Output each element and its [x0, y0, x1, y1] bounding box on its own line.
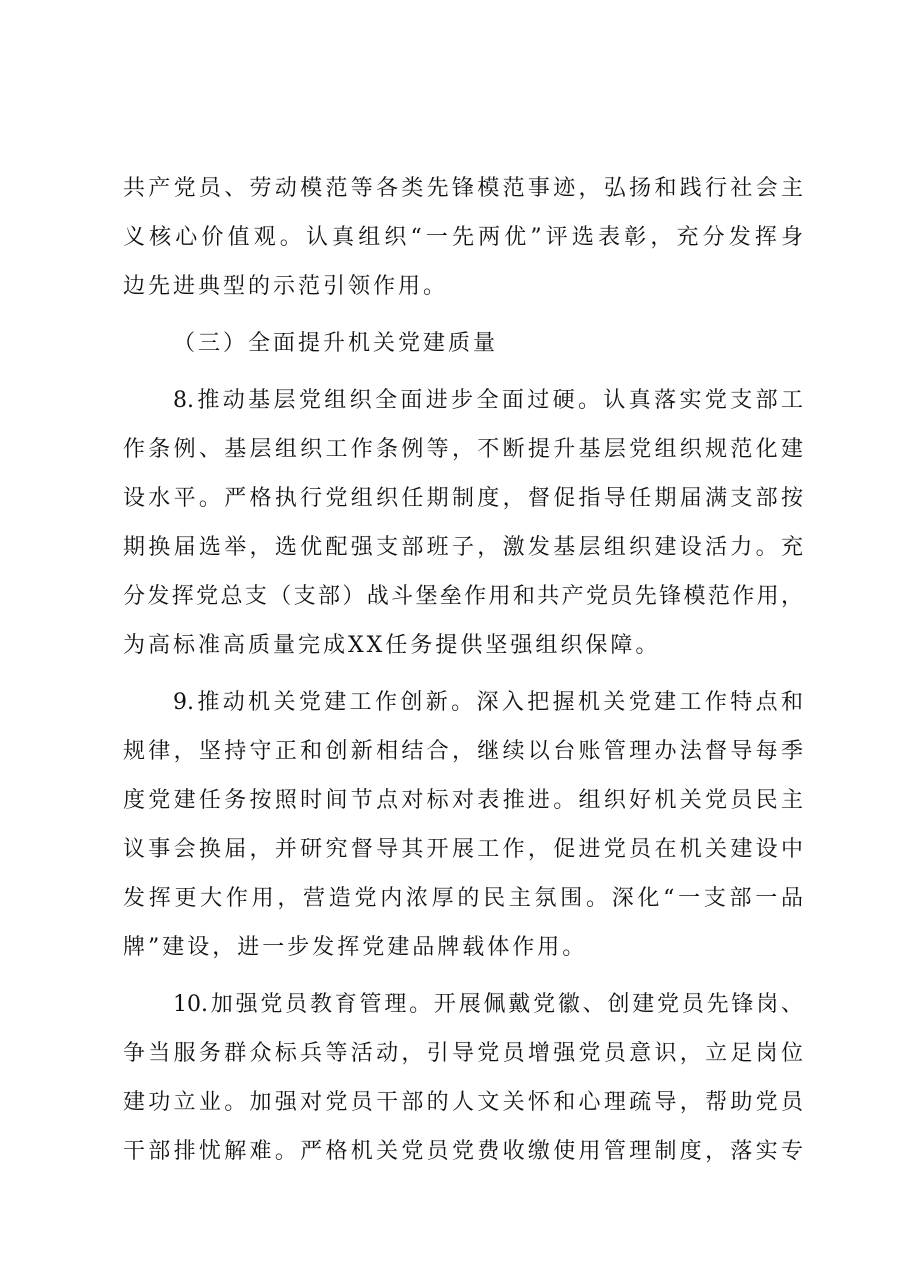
paragraph-line: 建功立业。加强对党员干部的人文关怀和心理疏导，帮助党员 — [123, 1090, 803, 1115]
paragraph-line: 为高标准高质量完成XX任务提供坚强组织保障。 — [123, 633, 661, 658]
paragraph-line: 牌”建设，进一步发挥党建品牌载体作用。 — [123, 935, 588, 960]
paragraph-line: 9.推动机关党建工作创新。深入把握机关党建工作特点和 — [173, 690, 803, 715]
paragraph-line: 10.加强党员教育管理。开展佩戴党徽、创建党员先锋岗、 — [173, 992, 803, 1017]
paragraph-line: 规律，坚持守正和创新相结合，继续以台账管理办法督导每季 — [123, 739, 803, 764]
document-body — [123, 164, 803, 1176]
paragraph-line: 8.推动基层党组织全面进步全面过硬。认真落实党支部工 — [173, 388, 803, 413]
paragraph-line: 期换届选举，选优配强支部班子，激发基层组织建设活力。充 — [123, 535, 803, 560]
section-heading: （三）全面提升机关党建质量 — [173, 331, 499, 356]
paragraph-line: 设水平。严格执行党组织任期制度，督促指导任期届满支部按 — [123, 486, 803, 511]
paragraph-line: 争当服务群众标兵等活动，引导党员增强党员意识，立足岗位 — [123, 1041, 803, 1066]
paragraph-line: 发挥更大作用，营造党内浓厚的民主氛围。深化“一支部一品 — [123, 886, 803, 911]
paragraph-line: 度党建任务按照时间节点对标对表推进。组织好机关党员民主 — [123, 788, 803, 813]
paragraph-line: 作条例、基层组织工作条例等，不断提升基层党组织规范化建 — [123, 437, 803, 462]
paragraph-line: 共产党员、劳动模范等各类先锋模范事迹，弘扬和践行社会主 — [123, 176, 803, 201]
paragraph-line: 义核心价值观。认真组织“一先两优”评选表彰，充分发挥身 — [123, 225, 803, 250]
paragraph-line: 干部排忧解难。严格机关党员党费收缴使用管理制度，落实专 — [123, 1139, 803, 1164]
paragraph-line: 议事会换届，并研究督导其开展工作，促进党员在机关建设中 — [123, 837, 803, 862]
paragraph-line: 边先进典型的示范引领作用。 — [123, 274, 449, 299]
paragraph-line: 分发挥党总支（支部）战斗堡垒作用和共产党员先锋模范作用， — [123, 584, 803, 609]
